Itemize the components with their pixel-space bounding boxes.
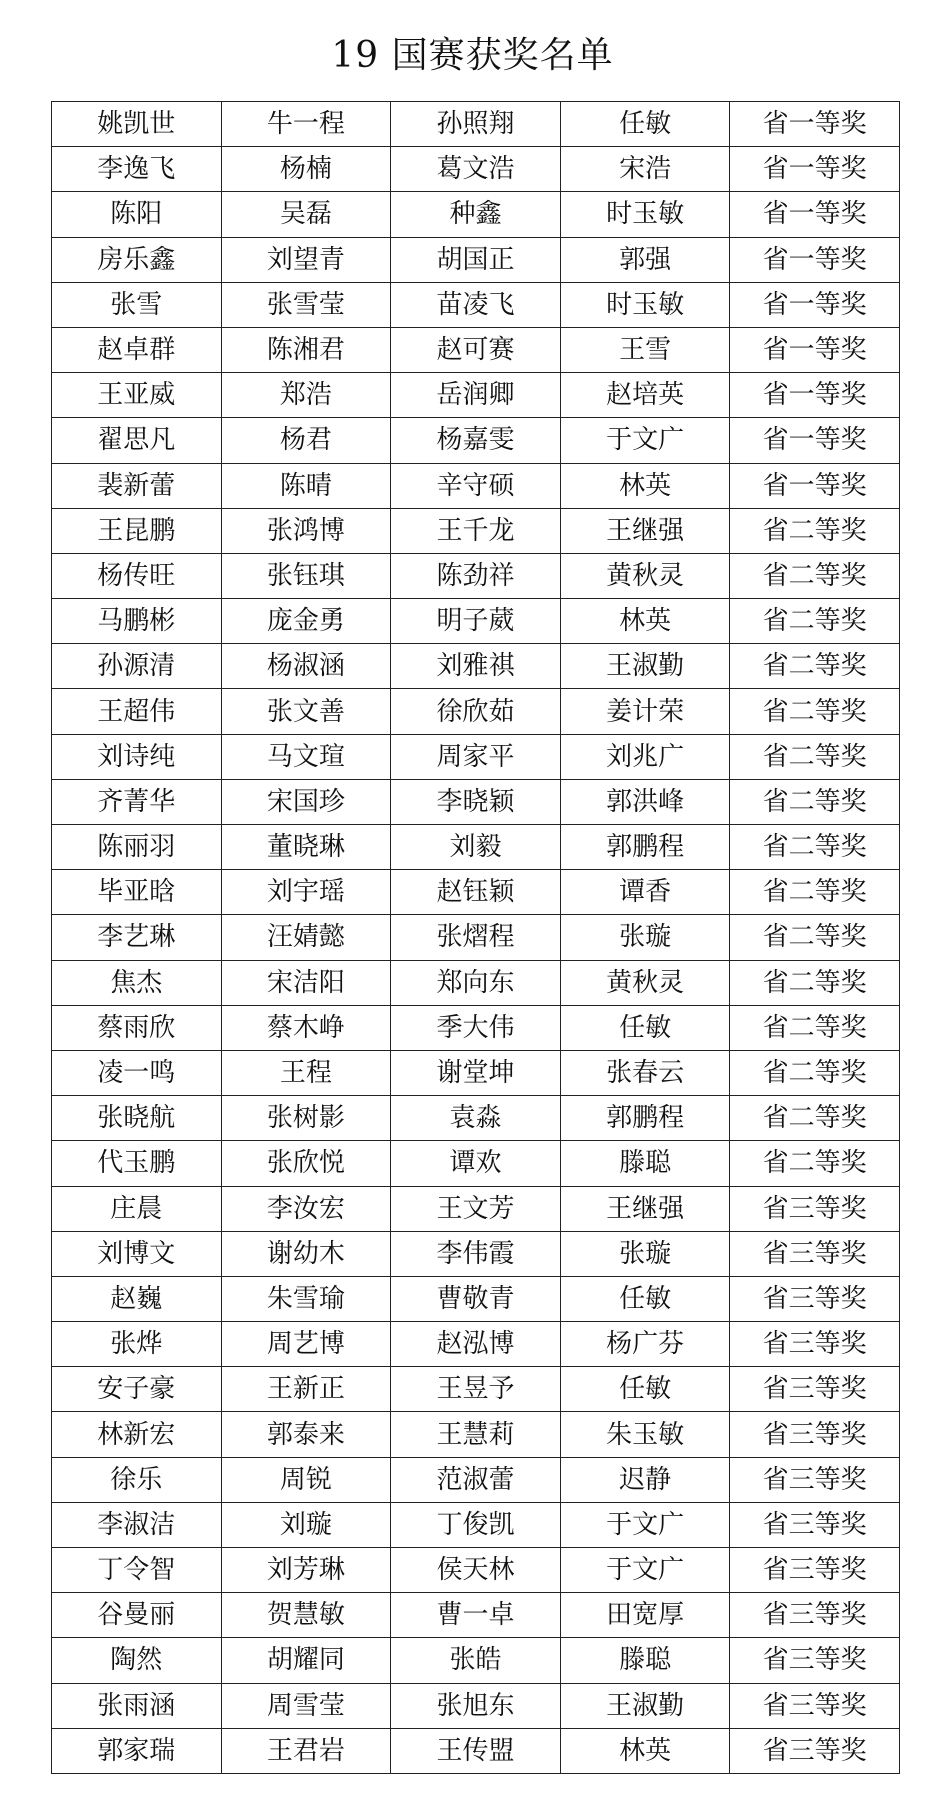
cell-award-level: 省三等奖: [730, 1276, 900, 1321]
cell-student-3: 张旭东: [391, 1683, 561, 1728]
cell-student-3: 张皓: [391, 1638, 561, 1683]
table-row: [52, 1683, 900, 1728]
cell-advisor: 王淑勤: [560, 644, 730, 689]
cell-student-1: 杨传旺: [52, 553, 222, 598]
cell-student-3: 徐欣茹: [391, 689, 561, 734]
cell-student-2: 杨淑涵: [221, 644, 391, 689]
table-row: [52, 553, 900, 598]
cell-student-2: 朱雪瑜: [221, 1276, 391, 1321]
cell-award-level: 省二等奖: [730, 1050, 900, 1095]
cell-student-1: 张雪: [52, 282, 222, 327]
cell-student-3: 谢堂坤: [391, 1050, 561, 1095]
cell-student-3: 刘雅祺: [391, 644, 561, 689]
cell-student-1: 李淑洁: [52, 1502, 222, 1547]
cell-student-3: 赵可赛: [391, 327, 561, 372]
cell-student-2: 张文善: [221, 689, 391, 734]
table-row: [52, 1231, 900, 1276]
cell-advisor: 王继强: [560, 508, 730, 553]
table-row: [52, 463, 900, 508]
cell-student-3: 王千龙: [391, 508, 561, 553]
cell-student-3: 苗凌飞: [391, 282, 561, 327]
cell-advisor: 郭鹏程: [560, 1096, 730, 1141]
cell-student-1: 裴新蕾: [52, 463, 222, 508]
cell-student-3: 李晓颖: [391, 779, 561, 824]
cell-student-1: 郭家瑞: [52, 1728, 222, 1773]
cell-student-1: 谷曼丽: [52, 1593, 222, 1638]
cell-award-level: 省二等奖: [730, 870, 900, 915]
table-row: [52, 1005, 900, 1050]
cell-student-3: 陈劲祥: [391, 553, 561, 598]
cell-student-1: 陈丽羽: [52, 825, 222, 870]
table-row: [52, 418, 900, 463]
cell-student-1: 安子豪: [52, 1367, 222, 1412]
cell-advisor: 姜计荣: [560, 689, 730, 734]
table-row: [52, 599, 900, 644]
cell-student-2: 宋国珍: [221, 779, 391, 824]
cell-student-3: 杨嘉雯: [391, 418, 561, 463]
table-row: [52, 915, 900, 960]
table-row: [52, 147, 900, 192]
cell-student-3: 范淑蕾: [391, 1457, 561, 1502]
cell-student-1: 焦杰: [52, 960, 222, 1005]
cell-student-2: 刘望青: [221, 237, 391, 282]
cell-student-3: 侯天林: [391, 1548, 561, 1593]
cell-award-level: 省三等奖: [730, 1231, 900, 1276]
cell-award-level: 省二等奖: [730, 825, 900, 870]
cell-student-2: 王新正: [221, 1367, 391, 1412]
cell-student-2: 陈湘君: [221, 327, 391, 372]
cell-award-level: 省三等奖: [730, 1728, 900, 1773]
cell-student-3: 赵泓博: [391, 1322, 561, 1367]
cell-student-2: 郭泰来: [221, 1412, 391, 1457]
table-row: [52, 1728, 900, 1773]
cell-award-level: 省一等奖: [730, 102, 900, 147]
table-row: [52, 870, 900, 915]
cell-award-level: 省三等奖: [730, 1367, 900, 1412]
cell-student-2: 谢幼木: [221, 1231, 391, 1276]
cell-award-level: 省二等奖: [730, 689, 900, 734]
cell-student-2: 刘璇: [221, 1502, 391, 1547]
cell-award-level: 省一等奖: [730, 327, 900, 372]
cell-advisor: 任敏: [560, 102, 730, 147]
table-row: [52, 825, 900, 870]
cell-student-1: 陈阳: [52, 192, 222, 237]
table-row: [52, 1322, 900, 1367]
cell-advisor: 滕聪: [560, 1638, 730, 1683]
cell-advisor: 黄秋灵: [560, 960, 730, 1005]
cell-award-level: 省三等奖: [730, 1683, 900, 1728]
cell-advisor: 时玉敏: [560, 282, 730, 327]
table-row: [52, 644, 900, 689]
cell-advisor: 郭鹏程: [560, 825, 730, 870]
cell-advisor: 王继强: [560, 1186, 730, 1231]
table-row: [52, 1457, 900, 1502]
cell-advisor: 张春云: [560, 1050, 730, 1095]
cell-advisor: 张璇: [560, 915, 730, 960]
cell-student-3: 岳润卿: [391, 373, 561, 418]
award-table: [51, 101, 900, 1774]
cell-student-3: 王传盟: [391, 1728, 561, 1773]
cell-student-1: 赵巍: [52, 1276, 222, 1321]
cell-student-2: 杨楠: [221, 147, 391, 192]
cell-award-level: 省三等奖: [730, 1322, 900, 1367]
cell-student-2: 贺慧敏: [221, 1593, 391, 1638]
cell-award-level: 省二等奖: [730, 734, 900, 779]
table-row: [52, 1186, 900, 1231]
cell-student-1: 王昆鹏: [52, 508, 222, 553]
cell-award-level: 省三等奖: [730, 1502, 900, 1547]
cell-student-3: 种鑫: [391, 192, 561, 237]
cell-award-level: 省二等奖: [730, 599, 900, 644]
cell-award-level: 省一等奖: [730, 237, 900, 282]
cell-advisor: 赵培英: [560, 373, 730, 418]
cell-advisor: 任敏: [560, 1005, 730, 1050]
cell-student-2: 王君岩: [221, 1728, 391, 1773]
cell-student-2: 李汝宏: [221, 1186, 391, 1231]
cell-student-3: 谭欢: [391, 1141, 561, 1186]
cell-advisor: 张璇: [560, 1231, 730, 1276]
cell-student-2: 吴磊: [221, 192, 391, 237]
cell-advisor: 于文广: [560, 1548, 730, 1593]
cell-award-level: 省三等奖: [730, 1638, 900, 1683]
cell-award-level: 省三等奖: [730, 1412, 900, 1457]
cell-student-3: 辛守硕: [391, 463, 561, 508]
cell-student-3: 丁俊凯: [391, 1502, 561, 1547]
cell-student-1: 房乐鑫: [52, 237, 222, 282]
cell-student-1: 张烨: [52, 1322, 222, 1367]
cell-advisor: 林英: [560, 463, 730, 508]
cell-award-level: 省三等奖: [730, 1457, 900, 1502]
cell-student-1: 林新宏: [52, 1412, 222, 1457]
cell-student-1: 赵卓群: [52, 327, 222, 372]
table-row: [52, 1548, 900, 1593]
cell-award-level: 省一等奖: [730, 463, 900, 508]
cell-student-2: 刘宇瑶: [221, 870, 391, 915]
cell-student-3: 郑向东: [391, 960, 561, 1005]
cell-student-2: 王程: [221, 1050, 391, 1095]
cell-student-2: 蔡木峥: [221, 1005, 391, 1050]
cell-student-3: 曹一卓: [391, 1593, 561, 1638]
cell-award-level: 省一等奖: [730, 282, 900, 327]
cell-award-level: 省二等奖: [730, 1005, 900, 1050]
cell-student-3: 胡国正: [391, 237, 561, 282]
cell-award-level: 省二等奖: [730, 508, 900, 553]
table-row: [52, 102, 900, 147]
cell-student-2: 周雪莹: [221, 1683, 391, 1728]
cell-student-2: 杨君: [221, 418, 391, 463]
cell-student-3: 李伟霞: [391, 1231, 561, 1276]
cell-student-3: 孙照翔: [391, 102, 561, 147]
cell-award-level: 省三等奖: [730, 1593, 900, 1638]
cell-student-2: 张欣悦: [221, 1141, 391, 1186]
cell-student-2: 周锐: [221, 1457, 391, 1502]
cell-student-2: 张钰琪: [221, 553, 391, 598]
cell-student-3: 王慧莉: [391, 1412, 561, 1457]
cell-award-level: 省二等奖: [730, 915, 900, 960]
cell-student-2: 郑浩: [221, 373, 391, 418]
table-row: [52, 1593, 900, 1638]
table-row: [52, 1096, 900, 1141]
cell-award-level: 省一等奖: [730, 373, 900, 418]
cell-student-3: 袁淼: [391, 1096, 561, 1141]
cell-award-level: 省一等奖: [730, 147, 900, 192]
cell-student-2: 宋洁阳: [221, 960, 391, 1005]
cell-student-2: 刘芳琳: [221, 1548, 391, 1593]
cell-student-3: 王文芳: [391, 1186, 561, 1231]
cell-advisor: 田宽厚: [560, 1593, 730, 1638]
cell-advisor: 任敏: [560, 1276, 730, 1321]
cell-student-1: 凌一鸣: [52, 1050, 222, 1095]
cell-student-1: 蔡雨欣: [52, 1005, 222, 1050]
cell-student-1: 陶然: [52, 1638, 222, 1683]
cell-award-level: 省二等奖: [730, 1096, 900, 1141]
table-row: [52, 779, 900, 824]
cell-advisor: 王雪: [560, 327, 730, 372]
cell-student-2: 周艺博: [221, 1322, 391, 1367]
table-row: [52, 1367, 900, 1412]
cell-student-1: 马鹏彬: [52, 599, 222, 644]
cell-student-1: 庄晨: [52, 1186, 222, 1231]
cell-student-1: 齐菁华: [52, 779, 222, 824]
cell-student-2: 汪婧懿: [221, 915, 391, 960]
table-row: [52, 327, 900, 372]
cell-award-level: 省二等奖: [730, 779, 900, 824]
cell-advisor: 郭强: [560, 237, 730, 282]
cell-advisor: 林英: [560, 1728, 730, 1773]
award-table-body: [52, 102, 900, 1774]
table-row: [52, 282, 900, 327]
cell-student-2: 张树影: [221, 1096, 391, 1141]
table-row: [52, 1141, 900, 1186]
table-row: [52, 1276, 900, 1321]
cell-advisor: 宋浩: [560, 147, 730, 192]
cell-award-level: 省二等奖: [730, 960, 900, 1005]
cell-student-3: 季大伟: [391, 1005, 561, 1050]
table-row: [52, 192, 900, 237]
cell-student-2: 胡耀同: [221, 1638, 391, 1683]
cell-student-1: 刘诗纯: [52, 734, 222, 779]
cell-advisor: 于文广: [560, 418, 730, 463]
cell-award-level: 省二等奖: [730, 1141, 900, 1186]
table-row: [52, 1050, 900, 1095]
cell-student-1: 翟思凡: [52, 418, 222, 463]
cell-award-level: 省三等奖: [730, 1548, 900, 1593]
cell-student-1: 姚凯世: [52, 102, 222, 147]
cell-student-2: 陈晴: [221, 463, 391, 508]
cell-student-3: 王昱予: [391, 1367, 561, 1412]
cell-advisor: 林英: [560, 599, 730, 644]
cell-student-3: 葛文浩: [391, 147, 561, 192]
cell-advisor: 刘兆广: [560, 734, 730, 779]
cell-advisor: 杨广芬: [560, 1322, 730, 1367]
cell-student-1: 毕亚晗: [52, 870, 222, 915]
cell-student-1: 徐乐: [52, 1457, 222, 1502]
cell-advisor: 郭洪峰: [560, 779, 730, 824]
cell-student-2: 庞金勇: [221, 599, 391, 644]
cell-advisor: 时玉敏: [560, 192, 730, 237]
cell-student-2: 马文瑄: [221, 734, 391, 779]
page-title: 19 国赛获奖名单: [331, 35, 614, 76]
table-row: [52, 734, 900, 779]
cell-advisor: 谭香: [560, 870, 730, 915]
cell-student-1: 代玉鹏: [52, 1141, 222, 1186]
cell-student-2: 张鸿博: [221, 508, 391, 553]
cell-award-level: 省一等奖: [730, 418, 900, 463]
cell-student-1: 王亚威: [52, 373, 222, 418]
cell-student-3: 曹敬青: [391, 1276, 561, 1321]
cell-student-1: 张晓航: [52, 1096, 222, 1141]
cell-advisor: 朱玉敏: [560, 1412, 730, 1457]
cell-advisor: 王淑勤: [560, 1683, 730, 1728]
cell-student-1: 丁令智: [52, 1548, 222, 1593]
table-row: [52, 1638, 900, 1683]
cell-student-1: 李逸飞: [52, 147, 222, 192]
cell-award-level: 省一等奖: [730, 192, 900, 237]
cell-advisor: 于文广: [560, 1502, 730, 1547]
cell-student-2: 牛一程: [221, 102, 391, 147]
cell-student-3: 赵钰颖: [391, 870, 561, 915]
cell-advisor: 迟静: [560, 1457, 730, 1502]
cell-student-3: 明子葳: [391, 599, 561, 644]
table-row: [52, 237, 900, 282]
table-row: [52, 960, 900, 1005]
cell-student-1: 张雨涵: [52, 1683, 222, 1728]
cell-student-3: 张熠程: [391, 915, 561, 960]
cell-student-1: 刘博文: [52, 1231, 222, 1276]
table-row: [52, 1412, 900, 1457]
cell-award-level: 省二等奖: [730, 553, 900, 598]
table-row: [52, 373, 900, 418]
cell-award-level: 省三等奖: [730, 1186, 900, 1231]
cell-student-1: 李艺琳: [52, 915, 222, 960]
cell-award-level: 省二等奖: [730, 644, 900, 689]
cell-advisor: 任敏: [560, 1367, 730, 1412]
cell-student-3: 刘毅: [391, 825, 561, 870]
table-row: [52, 1502, 900, 1547]
cell-student-1: 王超伟: [52, 689, 222, 734]
table-row: [52, 508, 900, 553]
table-row: [52, 689, 900, 734]
cell-student-2: 董晓琳: [221, 825, 391, 870]
cell-student-3: 周家平: [391, 734, 561, 779]
cell-advisor: 滕聪: [560, 1141, 730, 1186]
cell-student-2: 张雪莹: [221, 282, 391, 327]
cell-advisor: 黄秋灵: [560, 553, 730, 598]
cell-student-1: 孙源清: [52, 644, 222, 689]
